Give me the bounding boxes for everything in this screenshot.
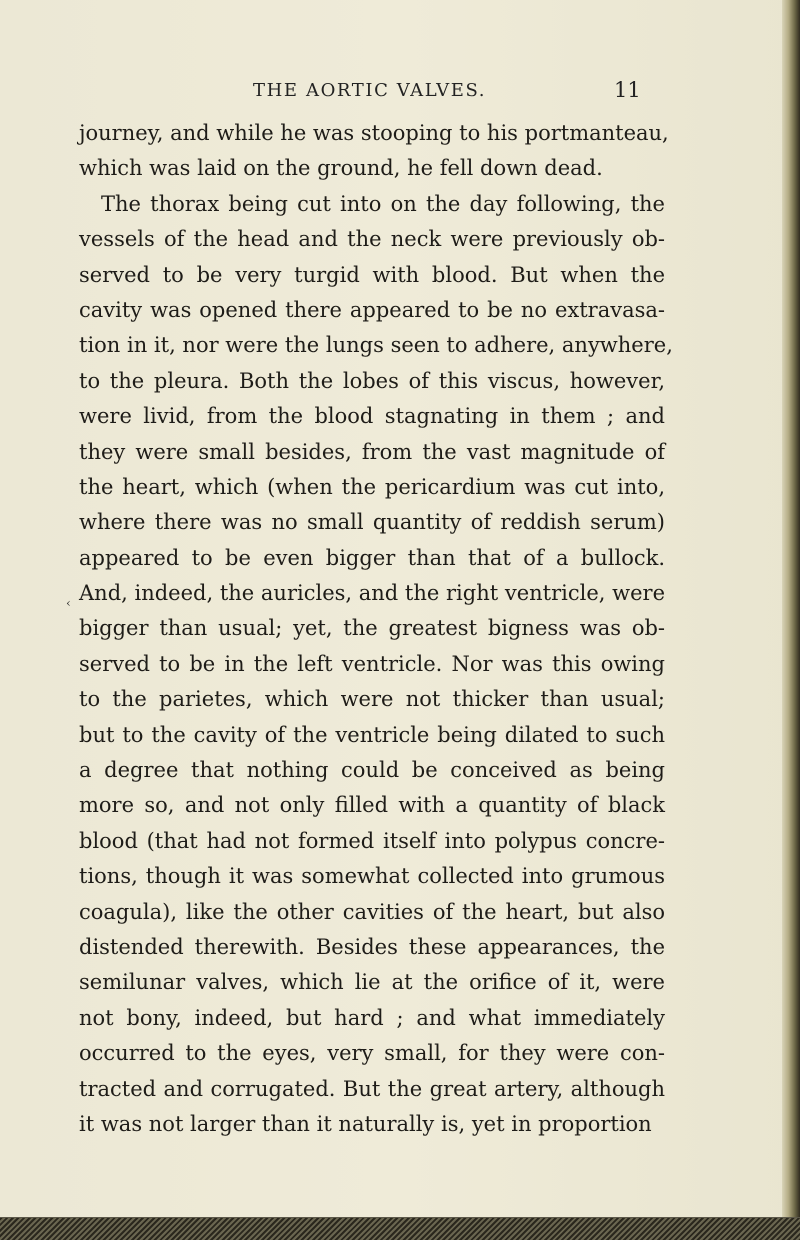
text-line: they were small besides, from the vast magnitude of: [79, 439, 665, 464]
text-line: tracted and corrugated. But the great artery, although: [79, 1076, 665, 1101]
margin-mark: ‹: [66, 596, 71, 610]
text-line: were livid, from the blood stagnating in them ; and: [79, 404, 665, 429]
text-line: which was laid on the ground, he fell down dead.: [79, 156, 603, 181]
text-line: distended therewith. Besides these appearances, the: [79, 934, 665, 959]
text-line: served to be very turgid with blood. But when the: [79, 262, 665, 287]
text-line: to the pleura. Both the lobes of this viscus, however,: [79, 368, 665, 393]
text-line: semilunar valves, which lie at the orifice of it, were: [79, 970, 665, 995]
text-line: to the parietes, which were not thicker than usual;: [79, 687, 665, 712]
text-line: where there was no small quantity of reddish serum): [79, 510, 665, 535]
text-line: not bony, indeed, but hard ; and what immediately: [79, 1005, 665, 1030]
page-spine-edge: [782, 0, 800, 1240]
text-line: And, indeed, the auricles, and the right ventricle, were: [79, 581, 665, 606]
text-line: vessels of the head and the neck were previously ob-: [79, 227, 665, 252]
text-line: it was not larger than it naturally is, yet in proportion: [79, 1111, 652, 1136]
text-line: blood (that had not formed itself into polypus concre-: [79, 828, 665, 853]
text-line: tion in it, nor were the lungs seen to adhere, anywhere,: [79, 333, 673, 358]
text-line: the heart, which (when the pericardium was cut into,: [79, 474, 665, 499]
text-line: cavity was opened there appeared to be no extravasa-: [79, 297, 665, 322]
text-line: coagula), like the other cavities of the heart, but also: [79, 899, 665, 924]
running-head-title: THE AORTIC VALVES.: [253, 80, 487, 101]
text-line: bigger than usual; yet, the greatest bigness was ob-: [79, 616, 665, 641]
body-text: [79, 116, 673, 1142]
running-head: [0, 80, 800, 108]
text-line: journey, and while he was stooping to his portmanteau,: [79, 121, 669, 145]
page-number: 11: [614, 78, 641, 102]
text-line: more so, and not only filled with a quantity of black: [79, 793, 665, 818]
page-bottom-edge: [0, 1217, 800, 1240]
text-line: appeared to be even bigger than that of a bullock.: [79, 545, 665, 570]
text-line: occurred to the eyes, very small, for they were con-: [79, 1041, 665, 1066]
text-line: a degree that nothing could be conceived as being: [79, 758, 665, 783]
text-line: The thorax being cut into on the day following, the: [101, 191, 665, 216]
text-line: served to be in the left ventricle. Nor was this owing: [79, 651, 665, 676]
text-line: tions, though it was somewhat collected into grumous: [79, 864, 665, 889]
text-line: but to the cavity of the ventricle being dilated to such: [79, 722, 665, 747]
